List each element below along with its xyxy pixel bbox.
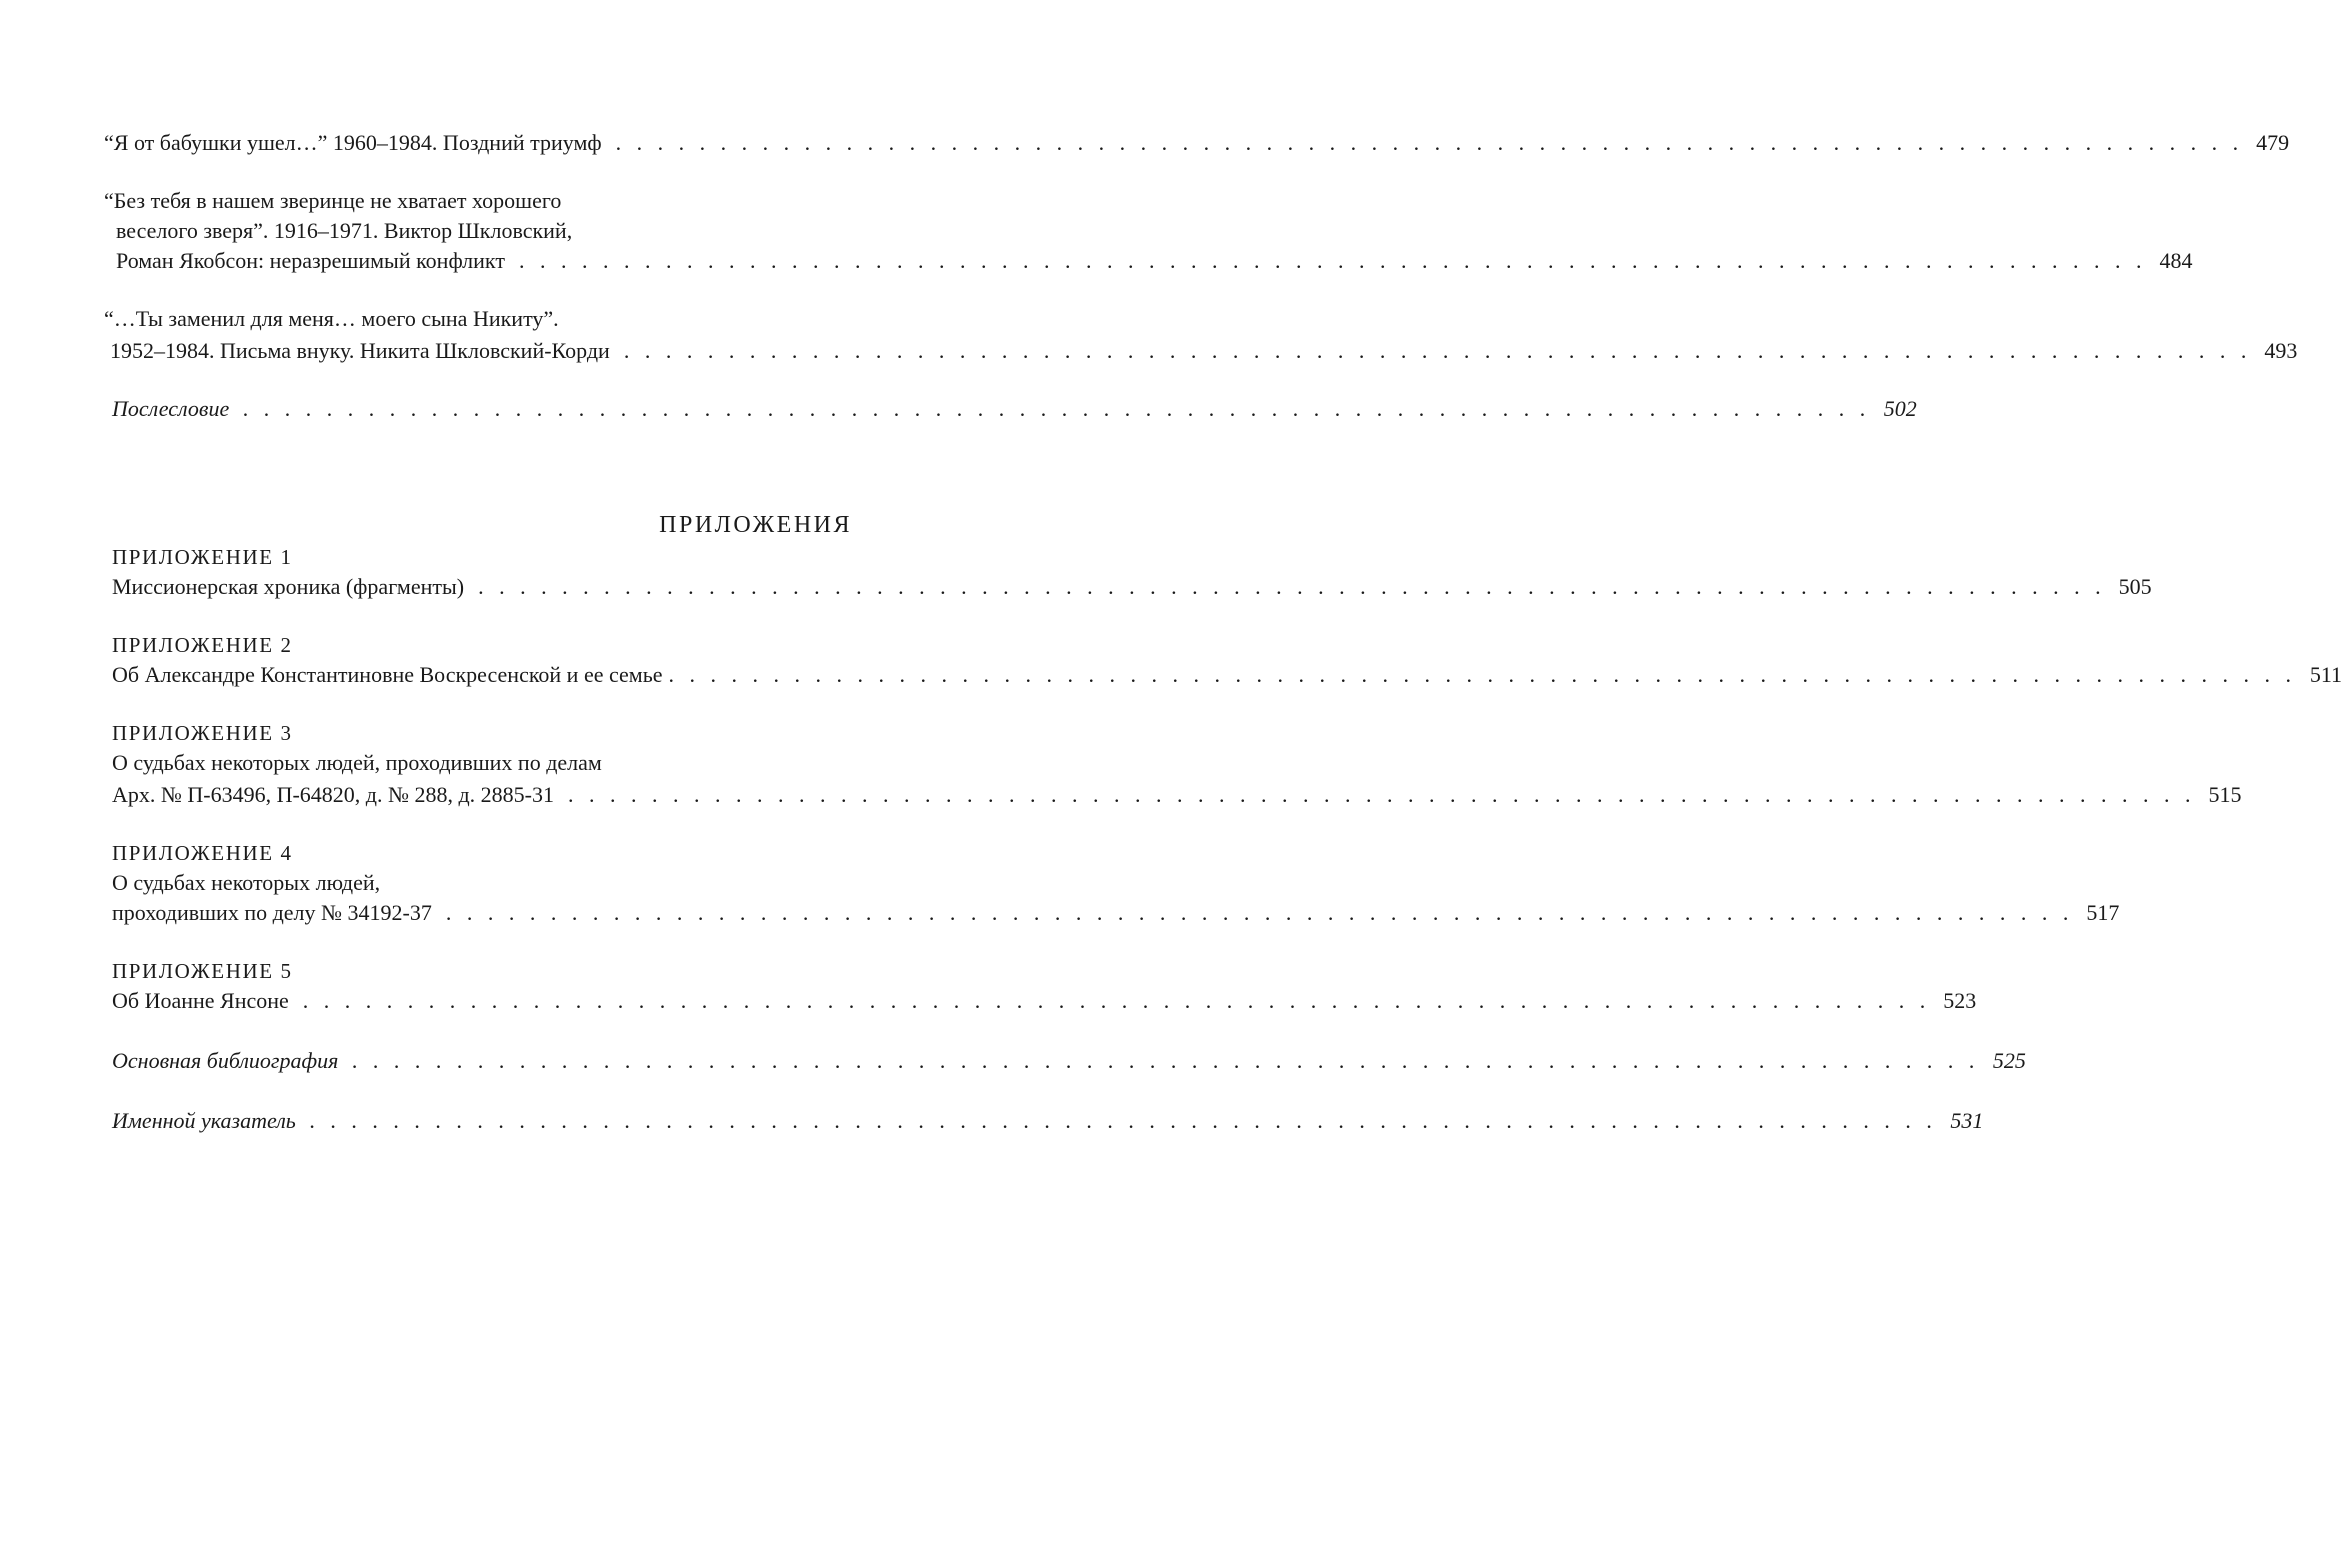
toc-entry: [116, 246, 2193, 276]
toc-entry-line: “Без тебя в нашем зверинце не хватает хорошего: [104, 188, 562, 213]
toc-entry-line: веселого зверя”. 1916–1971. Виктор Шкловский,: [116, 218, 573, 243]
toc-page-number: 511: [2309, 662, 2342, 687]
toc-entry: [112, 1046, 2026, 1076]
toc-entry: [112, 1106, 1984, 1136]
appendix-heading: ПРИЛОЖЕНИЕ 5: [112, 959, 293, 983]
toc-page-number: 505: [2118, 574, 2152, 599]
dot-leader: . . . . . . . . . . . . . . . . . . . . . . . . . . . . . . . . . . . . . . . . . . . . . . . . . . . . . . . . . . . . . . . . . . . . . . . . . . . . . .: [243, 396, 1871, 421]
toc-entry-title: Роман Якобсон: неразрешимый конфликт: [116, 248, 505, 273]
appendix-heading: ПРИЛОЖЕНИЕ 3: [112, 721, 293, 745]
toc-entry-title: 1952–1984. Письма внуку. Никита Шкловский-Корди: [110, 338, 610, 363]
dot-leader: . . . . . . . . . . . . . . . . . . . . . . . . . . . . . . . . . . . . . . . . . . . . . . . . . . . . . . . . . . . . . . . . . . . . . . . . . . . . . .: [518, 248, 2147, 273]
toc-page-number: 502: [1883, 396, 1917, 421]
dot-leader: . . . . . . . . . . . . . . . . . . . . . . . . . . . . . . . . . . . . . . . . . . . . . . . . . . . . . . . . . . . . . . . . . . . . . . . . . . . . . .: [615, 130, 2244, 155]
dot-leader: . . . . . . . . . . . . . . . . . . . . . . . . . . . . . . . . . . . . . . . . . . . . . . . . . . . . . . . . . . . . . . . . . . . . . . . . . . . . . .: [568, 782, 2196, 807]
dot-leader: . . . . . . . . . . . . . . . . . . . . . . . . . . . . . . . . . . . . . . . . . . . . . . . . . . . . . . . . . . . . . . . . . . . . . . . . . . . . . .: [309, 1108, 1938, 1133]
toc-entry: [110, 336, 2298, 366]
toc-entry: [112, 572, 2152, 602]
toc-entry-line: О судьбах некоторых людей,: [112, 870, 381, 895]
toc-entry-title: проходивших по делу № 34192-37: [112, 900, 432, 925]
dot-leader: . . . . . . . . . . . . . . . . . . . . . . . . . . . . . . . . . . . . . . . . . . . . . . . . . . . . . . . . . . . . . . . . . . . . . . . . . . . . . .: [623, 338, 2252, 363]
toc-entry-title: Именной указатель: [112, 1108, 296, 1133]
toc-page-number: 493: [2264, 338, 2298, 363]
toc-entry: [104, 128, 2290, 158]
toc-entry-title: “Я от бабушки ушел…” 1960–1984. Поздний триумф: [104, 130, 602, 155]
toc-page-number: 531: [1950, 1108, 1984, 1133]
appendix-heading: ПРИЛОЖЕНИЕ 2: [112, 633, 293, 657]
toc-entry-line: О судьбах некоторых людей, проходивших по делам: [112, 750, 602, 775]
appendix-heading: ПРИЛОЖЕНИЕ 1: [112, 545, 293, 569]
dot-leader: . . . . . . . . . . . . . . . . . . . . . . . . . . . . . . . . . . . . . . . . . . . . . . . . . . . . . . . . . . . . . . . . . . . . . . . . . . . . . .: [302, 988, 1931, 1013]
toc-entry: [112, 394, 1917, 424]
toc-entry-title: Об Александре Константиновне Воскресенской и ее семье: [112, 662, 663, 687]
toc-entry: [112, 986, 1977, 1016]
toc-entry-title: Миссионерская хроника (фрагменты): [112, 574, 465, 599]
toc-page-number: 479: [2256, 130, 2290, 155]
dot-leader: . . . . . . . . . . . . . . . . . . . . . . . . . . . . . . . . . . . . . . . . . . . . . . . . . . . . . . . . . . . . . . . . . . . . . . . . . . . . . .: [445, 900, 2074, 925]
toc-page-number: 523: [1943, 988, 1977, 1013]
dot-leader: . . . . . . . . . . . . . . . . . . . . . . . . . . . . . . . . . . . . . . . . . . . . . . . . . . . . . . . . . . . . . . . . . . . . . . . . . . . . . .: [668, 662, 2296, 687]
toc-page-number: 517: [2086, 900, 2120, 925]
toc-page-number: 515: [2208, 782, 2242, 807]
toc-entry-title: Арх. № П-63496, П-64820, д. № 288, д. 2885-31: [112, 782, 555, 807]
toc-page-number: 484: [2159, 248, 2193, 273]
dot-leader: . . . . . . . . . . . . . . . . . . . . . . . . . . . . . . . . . . . . . . . . . . . . . . . . . . . . . . . . . . . . . . . . . . . . . . . . . . . . . .: [478, 574, 2106, 599]
toc-entry-title: Об Иоанне Янсоне: [112, 988, 289, 1013]
toc-entry: [112, 660, 2342, 690]
toc-entry: [112, 780, 2242, 810]
toc-entry-title: Послесловие: [112, 396, 230, 421]
toc-entry-line: “…Ты заменил для меня… моего сына Никиту”.: [104, 306, 559, 331]
toc-page-number: 525: [1992, 1048, 2026, 1073]
toc-entry: [112, 898, 2120, 928]
dot-leader: . . . . . . . . . . . . . . . . . . . . . . . . . . . . . . . . . . . . . . . . . . . . . . . . . . . . . . . . . . . . . . . . . . . . . . . . . . . . . .: [352, 1048, 1980, 1073]
toc-entry-title: Основная библиография: [112, 1048, 339, 1073]
section-title: ПРИЛОЖЕНИЯ: [659, 512, 852, 538]
appendix-heading: ПРИЛОЖЕНИЕ 4: [112, 841, 293, 865]
